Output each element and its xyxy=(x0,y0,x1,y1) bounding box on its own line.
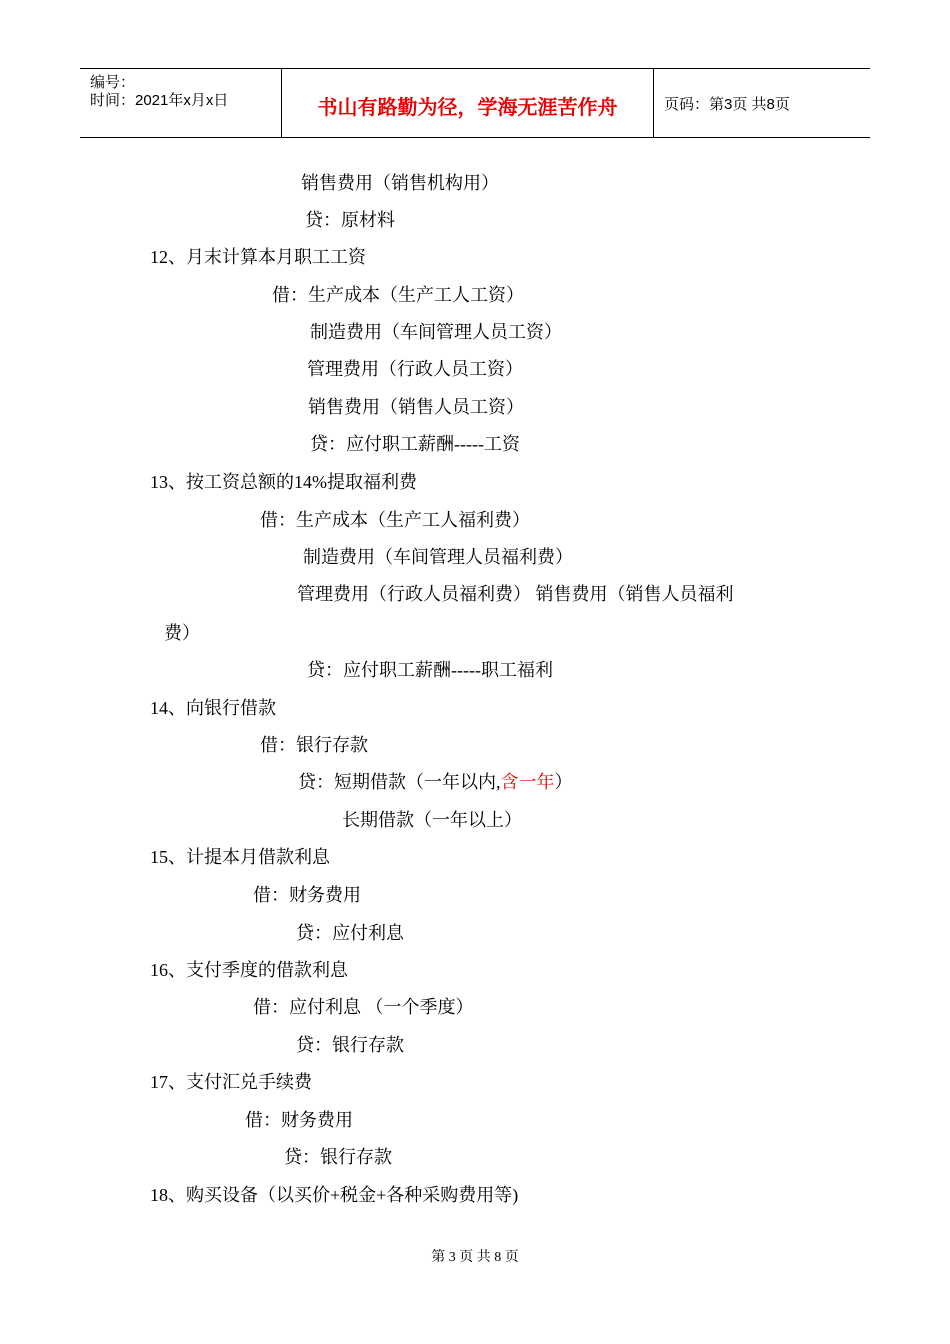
section-heading: 16、支付季度的借款利息 xyxy=(150,960,348,980)
text-line: 借：财务费用 xyxy=(253,885,361,905)
text-line: 贷：应付职工薪酬-----职工福利 xyxy=(307,660,553,680)
section-heading: 14、向银行借款 xyxy=(150,698,276,718)
header-motto-cell xyxy=(282,69,654,137)
loan-suffix: ） xyxy=(554,772,573,792)
text-line: 借：财务费用 xyxy=(245,1110,353,1130)
text-line: 制造费用（车间管理人员福利费） xyxy=(303,547,573,567)
header-meta xyxy=(80,69,282,137)
text-line: 费） xyxy=(164,623,200,643)
header-page-cell xyxy=(654,69,870,137)
page-info: 页码：第3页 共8页 xyxy=(664,96,790,113)
section-heading: 15、计提本月借款利息 xyxy=(150,847,330,867)
loan-line xyxy=(298,771,573,793)
text-line: 贷：银行存款 xyxy=(284,1147,392,1167)
text-line: 制造费用（车间管理人员工资） xyxy=(310,322,562,342)
text-line: 管理费用（行政人员工资） xyxy=(307,359,523,379)
text-line: 贷：原材料 xyxy=(305,210,395,230)
loan-highlight: 含一年 xyxy=(500,772,555,792)
text-line: 借：生产成本（生产工人工资） xyxy=(272,285,524,305)
motto: 书山有路勤为径，学海无涯苦作舟 xyxy=(317,95,618,119)
text-line: 贷：银行存款 xyxy=(296,1035,404,1055)
text-line: 借：生产成本（生产工人福利费） xyxy=(260,510,530,530)
time-label: 时间：2021年x月x日 xyxy=(90,92,229,109)
section-heading: 17、支付汇兑手续费 xyxy=(150,1072,312,1092)
text-line: 销售费用（销售人员工资） xyxy=(308,397,524,417)
text-line: 借：银行存款 xyxy=(260,735,368,755)
text-line: 长期借款（一年以上） xyxy=(342,810,522,830)
section-heading: 12、月末计算本月职工工资 xyxy=(150,247,366,267)
page-footer: 第 3 页 共 8 页 xyxy=(431,1250,519,1265)
text-line: 管理费用（行政人员福利费） 销售费用（销售人员福利 xyxy=(297,584,734,604)
loan-prefix: 贷：短期借款（一年以内, xyxy=(298,772,501,792)
text-line: 贷：应付利息 xyxy=(296,923,404,943)
text-line: 贷：应付职工薪酬-----工资 xyxy=(310,434,520,454)
section-heading: 13、按工资总额的14%提取福利费 xyxy=(150,472,417,492)
code-label: 编号： xyxy=(90,74,136,91)
text-line: 借：应付利息 （一个季度） xyxy=(253,997,474,1017)
text-line: 销售费用（销售机构用） xyxy=(301,173,499,193)
page-header xyxy=(80,68,870,138)
section-heading: 18、购买设备（以买价+税金+各种采购费用等) xyxy=(150,1185,519,1205)
